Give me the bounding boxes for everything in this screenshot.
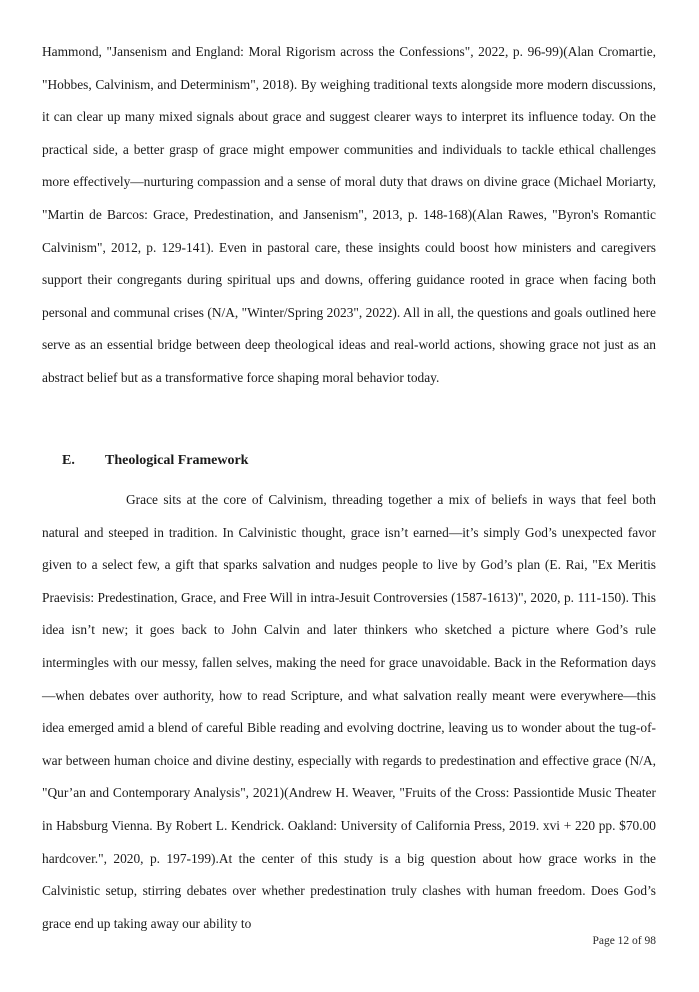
body-paragraph-1: Hammond, "Jansenism and England: Moral Rigorism across the Confessions", 2022, p. 96-99)(Alan Cromartie, "Hobbes, Calvinism, and Determinism", 2018). By weighing traditional texts alongside more modern discussions, it can clear up many mixed signals about grace and suggest clearer ways to interpret its influence today. On the practical side, a better grasp of grace might empower communities and individuals to tackle ethical challenges more effectively—nurturing compassion and a sense of moral duty that draws on divine grace (Michael Moriarty, "Martin de Barcos: Grace, Predestination, and Jansenism", 2013, p. 148-168)(Alan Rawes, "Byron's Romantic Calvinism", 2012, p. 129-141). Even in pastoral care, these insights could boost how ministers and caregivers support their congregants during spiritual ups and downs, offering guidance rooted in grace when facing both personal and communal crises (N/A, "Winter/Spring 2023", 2022). All in all, the questions and goals outlined here serve as an essential bridge between deep theological ideas and real-world actions, showing grace not just as an abstract belief but as a transformative force shaping moral behavior today. (42, 44, 656, 385)
section-heading (62, 446, 248, 476)
body-paragraph-2: Grace sits at the core of Calvinism, threading together a mix of beliefs in ways that feel both natural and steeped in tradition. In Calvinistic thought, grace isn’t earned—it’s simply God’s unexpected favor given to a select few, a gift that sparks salvation and nudges people to live by God’s plan (E. Rai, "Ex Meritis Praevisis: Predestination, Grace, and Free Will in intra-Jesuit Controversies (1587-1613)", 2020, p. 111-150). This idea isn’t new; it goes back to John Calvin and later thinkers who sketched a picture where God’s rule intermingles with our messy, fallen selves, making the need for grace unavoidable. Back in the Reformation days—when debates over authority, how to read Scripture, and what salvation really meant were everywhere—this idea emerged amid a blend of careful Bible reading and evolving doctrine, leaving us to wonder about the tug-of-war between human choice and divine destiny, especially with regards to predestination and effective grace (N/A, "Qur’an and Contemporary Analysis", 2021)(Andrew H. Weaver, "Fruits of the Cross: Passiontide Music Theater in Habsburg Vienna. By Robert L. Kendrick. Oakland: University of California Press, 2019. xvi + 220 pp. $70.00 hardcover.", 2020, p. 197-199).At the center of this study is a big question about how grace works in the Calvinistic setup, stirring debates over whether predestination truly clashes with human freedom. Does God’s grace end up taking away our ability to (42, 492, 656, 931)
section-letter: E. (62, 453, 75, 468)
section-title: Theological Framework (105, 453, 249, 468)
page-number: Page 12 of 98 (592, 935, 656, 947)
